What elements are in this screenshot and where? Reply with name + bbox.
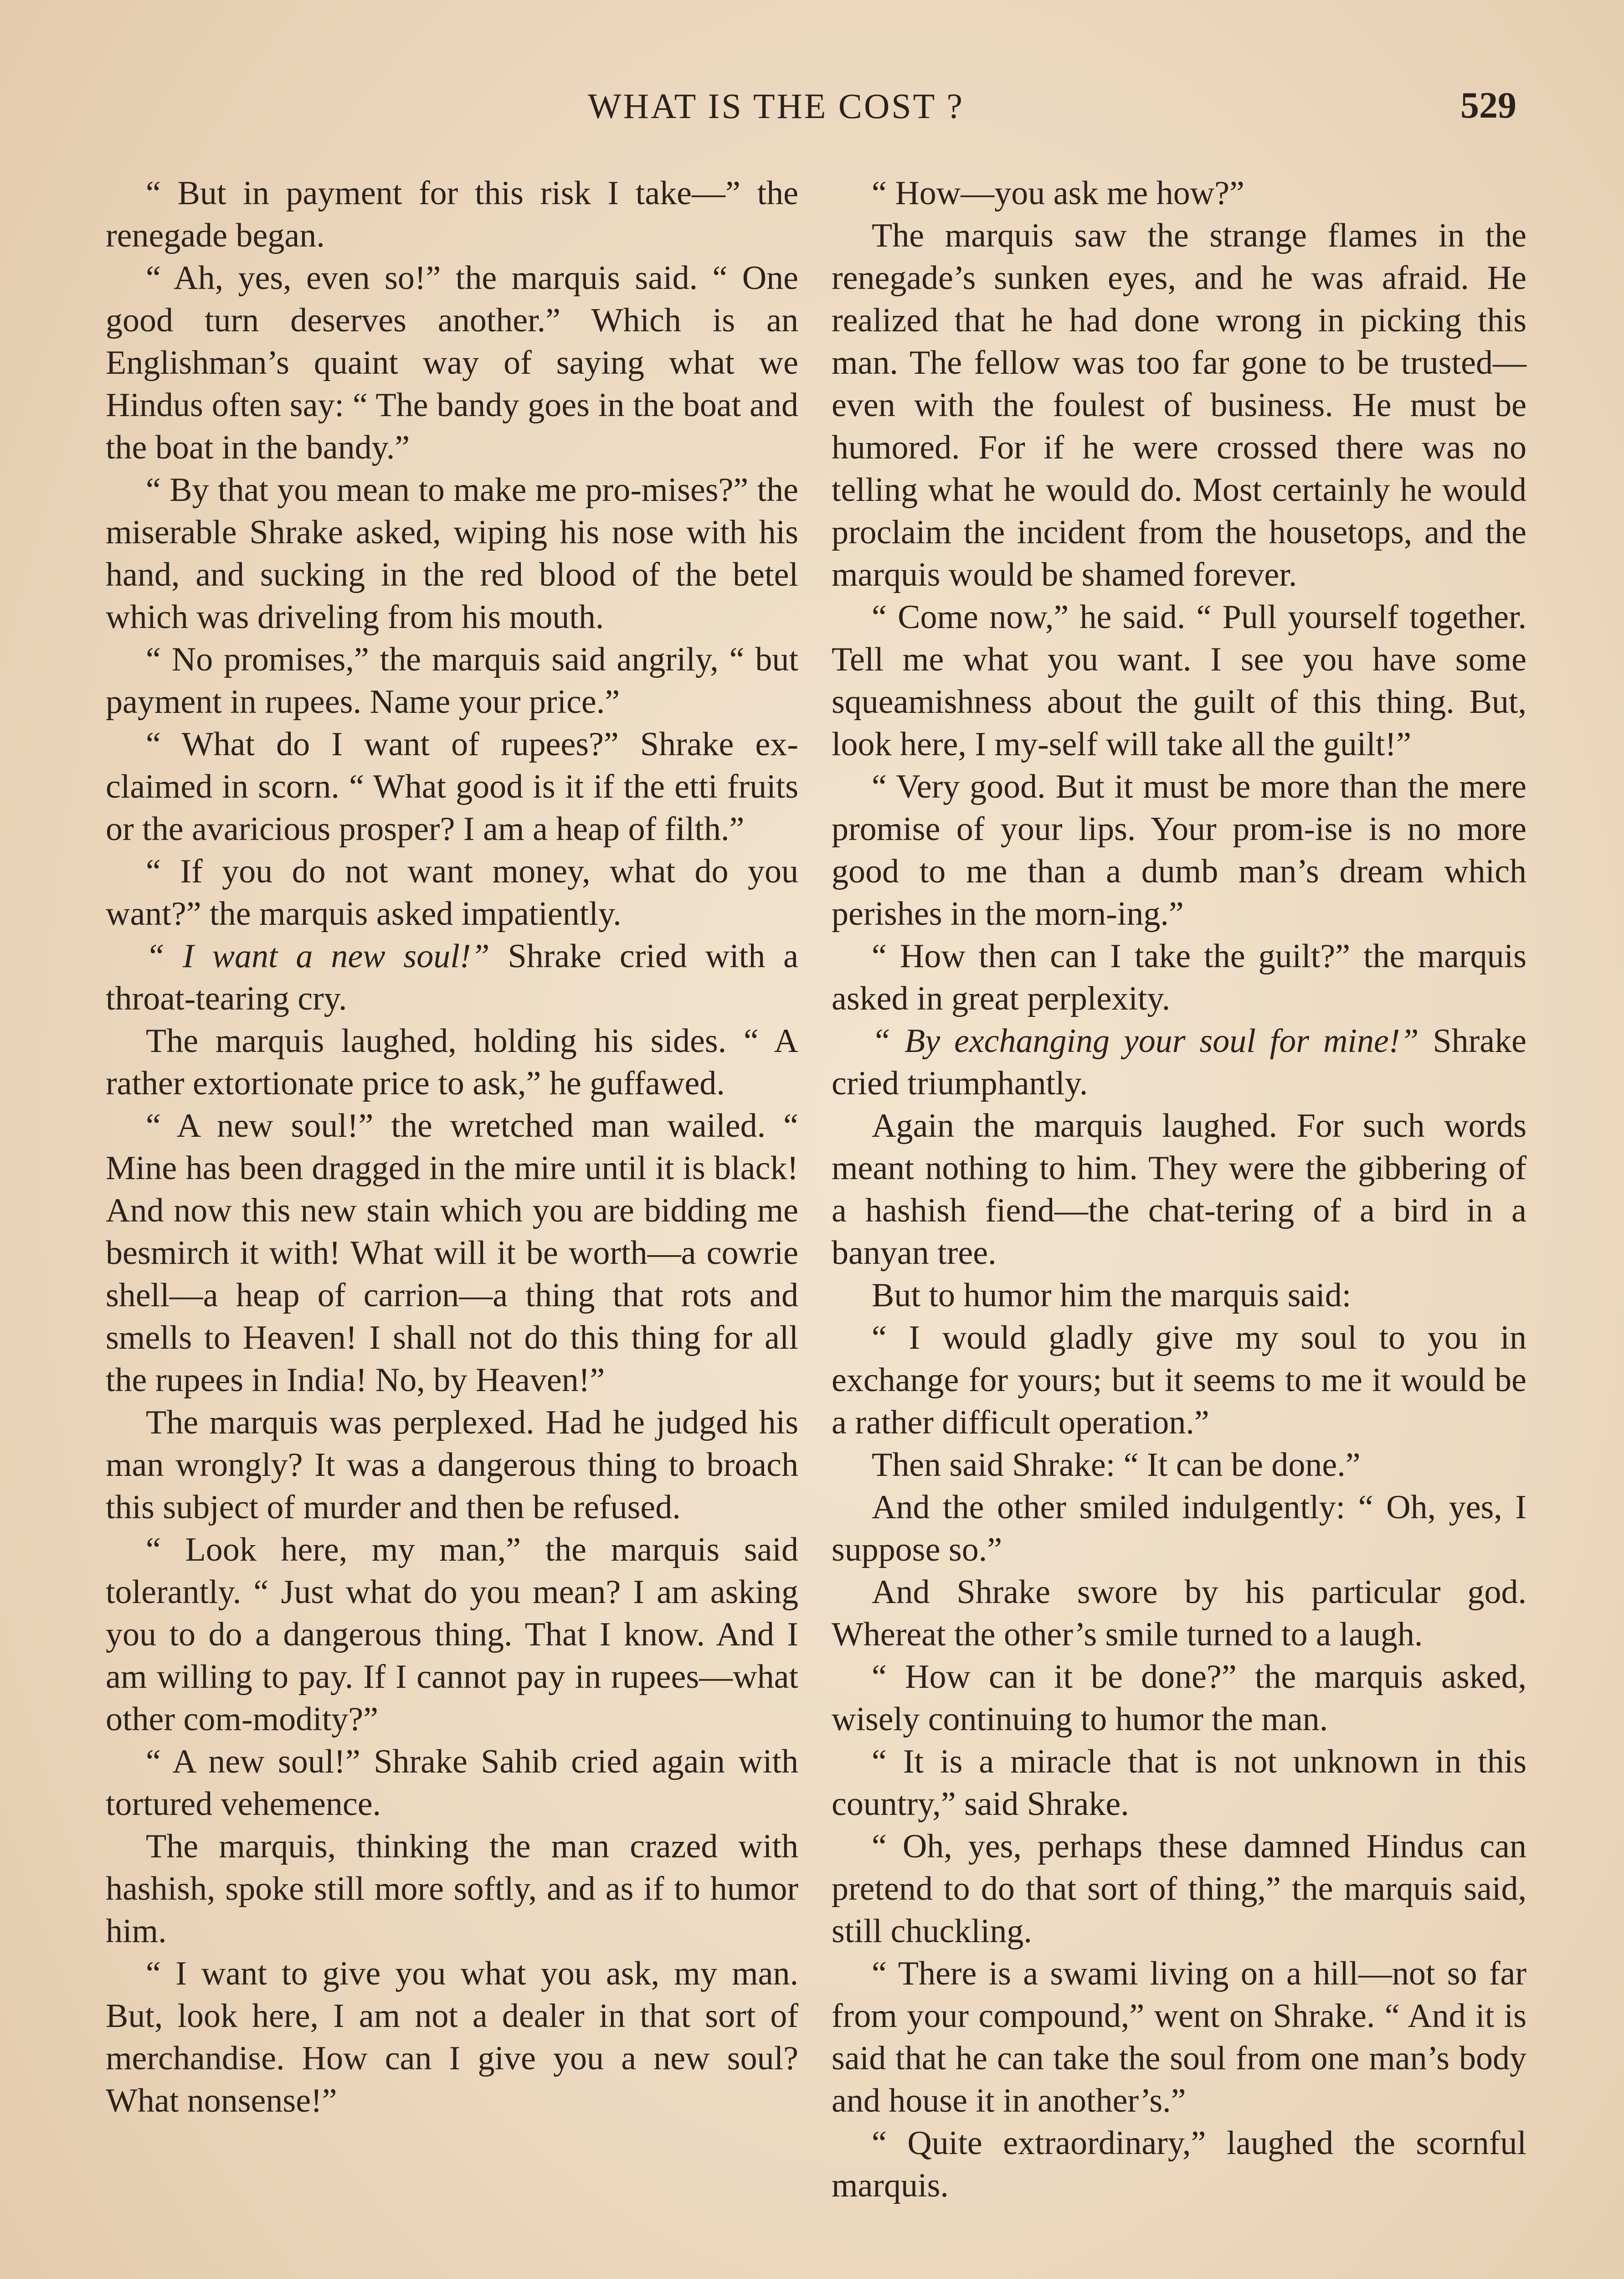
paragraph	[106, 935, 798, 1020]
paragraph-text: “ Look here, my man,” the marquis said tolerantly. “ Just what do you mean? I am asking you to do a dangerous thing. That I know. And I am willing to pay. If I cannot pay in rupees—what other com-modity?”	[106, 1531, 798, 1738]
paragraph-text: “ There is a swami living on a hill—not so far from your compound,” went on Shrake. “ And it is said that he can take the soul from one man’s body and house it in another’s.”	[832, 1955, 1526, 2119]
paragraph-text: The marquis was perplexed. Had he judged his man wrongly? It was a dangerous thing to broach this subject of murder and then be refused.	[106, 1404, 798, 1526]
paragraph-text: But to humor him the marquis said:	[872, 1277, 1352, 1314]
paragraph-text: “ Come now,” he said. “ Pull yourself together. Tell me what you want. I see you have some squeamishness about the guilt of this thing. But, look here, I my-self will take all the guilt!”	[832, 598, 1526, 763]
paragraph-text: “ Very good. But it must be more than the mere promise of your lips. Your prom-ise is no more good to me than a dumb man’s dream which perishes in the morn-ing.”	[832, 768, 1526, 933]
paragraph	[832, 1953, 1526, 2122]
paragraph	[106, 469, 798, 639]
paragraph-text: “ Quite extraordinary,” laughed the scornful marquis.	[832, 2124, 1526, 2204]
paragraph	[106, 1741, 798, 1825]
paragraph	[106, 1402, 798, 1529]
paragraph	[106, 1020, 798, 1105]
paragraph-text: “ A new soul!” the wretched man wailed. “ Mine has been dragged in the mire until it is black! And now this new stain which you are bidding me besmirch it with! What will it be worth—a cowrie shell—a heap of carrion—a thing that rots and smells to Heaven! I shall not do this thing for all the rupees in India! No, by Heaven!”	[106, 1107, 798, 1399]
paragraph	[106, 723, 798, 851]
paragraph	[106, 1529, 798, 1741]
paragraph	[832, 215, 1526, 596]
paragraph	[832, 1656, 1526, 1741]
paragraph-text: “ By that you mean to make me pro-mises?” the miserable Shrake asked, wiping his nose with his hand, and sucking in the red blood of the betel which was driveling from his mouth.	[106, 471, 798, 636]
paragraph-text: “ What do I want of rupees?” Shrake ex-claimed in scorn. “ What good is it if the etti fruits or the avaricious prosper? I am a heap of filth.”	[106, 726, 798, 848]
paragraph	[106, 172, 798, 257]
paragraph	[832, 2122, 1526, 2207]
paragraph-text: “ I want to give you what you ask, my man. But, look here, I am not a dealer in that sort of merchandise. How can I give you a new soul? What nonsense!”	[106, 1955, 798, 2119]
paragraph	[832, 1020, 1526, 1105]
page-number: 529	[1460, 84, 1516, 126]
paragraph	[832, 1444, 1526, 1486]
paragraph-text: “ Oh, yes, perhaps these damned Hindus can pretend to do that sort of thing,” the marquis said, still chuckling.	[832, 1828, 1526, 1950]
paragraph	[832, 1317, 1526, 1444]
paragraph-text: Then said Shrake: “ It can be done.”	[872, 1446, 1361, 1484]
paragraph	[832, 1486, 1526, 1571]
paragraph-text: “ No promises,” the marquis said angrily, “ but payment in rupees. Name your price.”	[106, 641, 798, 721]
paragraph-text: The marquis, thinking the man crazed with hashish, spoke still more softly, and as if to humor him.	[106, 1828, 798, 1950]
paragraph	[106, 257, 798, 469]
paragraph-text: The marquis laughed, holding his sides. “ A rather extortionate price to ask,” he guffawed.	[106, 1022, 798, 1102]
paragraph	[832, 1571, 1526, 1656]
paragraph-text: “ A new soul!” Shrake Sahib cried again with tortured vehemence.	[106, 1743, 798, 1823]
paragraph-text: “ But in payment for this risk I take—” the renegade began.	[106, 175, 798, 254]
paragraph-text: Again the marquis laughed. For such words meant nothing to him. They were the gibbering of a hashish fiend—the chat-tering of a bird in a banyan tree.	[832, 1107, 1526, 1272]
paragraph	[832, 1105, 1526, 1274]
paragraph-text: The marquis saw the strange flames in the renegade’s sunken eyes, and he was afraid. He realized that he had done wrong in picking this man. The fellow was too far gone to be trusted—even with the foulest of business. He must be humored. For if he were crossed there was no telling what he would do. Most certainly he would proclaim the incident from the housetops, and the marquis would be shamed forever.	[832, 217, 1526, 593]
paragraph	[106, 1953, 798, 2122]
running-header	[0, 86, 1624, 136]
paragraph-text: “ If you do not want money, what do you want?” the marquis asked impatiently.	[106, 853, 798, 933]
right-column	[832, 172, 1526, 2207]
paragraph	[106, 1105, 798, 1402]
paragraph-text: And the other smiled indulgently: “ Oh, yes, I suppose so.”	[832, 1489, 1526, 1568]
paragraph-text: “ It is a miracle that is not unknown in this country,” said Shrake.	[832, 1743, 1526, 1823]
paragraph	[832, 1825, 1526, 1953]
paragraph-text: “ How can it be done?” the marquis asked, wisely continuing to humor the man.	[832, 1658, 1526, 1738]
paragraph-text: “ Ah, yes, even so!” the marquis said. “ One good turn deserves another.” Which is an Englishman’s quaint way of saying what we Hindus often say: “ The bandy goes in the boat and the boat in the bandy.”	[106, 259, 798, 466]
paragraph	[832, 172, 1526, 215]
paragraph	[106, 1825, 798, 1953]
running-title: WHAT IS THE COST ?	[588, 86, 965, 126]
paragraph	[832, 766, 1526, 935]
paragraph-text: “ I would gladly give my soul to you in exchange for yours; but it seems to me it would be a rather difficult operation.”	[832, 1319, 1526, 1441]
paragraph-text: Shrake cried triumphantly.	[832, 1022, 1526, 1102]
paragraph	[832, 596, 1526, 766]
italic-quote: “ By exchanging your soul for mine!”	[872, 1022, 1419, 1060]
paragraph-text: And Shrake swore by his particular god. Whereat the other’s smile turned to a laugh.	[832, 1573, 1526, 1653]
paragraph	[832, 1741, 1526, 1825]
left-column	[106, 172, 798, 2122]
paragraph	[832, 935, 1526, 1020]
paragraph	[106, 639, 798, 723]
paragraph	[106, 851, 798, 935]
italic-quote: “ I want a new soul!”	[146, 938, 490, 975]
paragraph-text: “ How then can I take the guilt?” the marquis asked in great perplexity.	[832, 938, 1526, 1017]
paragraph-text: “ How—you ask me how?”	[872, 175, 1244, 212]
paragraph	[832, 1274, 1526, 1317]
paragraph-text: Shrake cried with a throat-tearing cry.	[106, 938, 798, 1017]
